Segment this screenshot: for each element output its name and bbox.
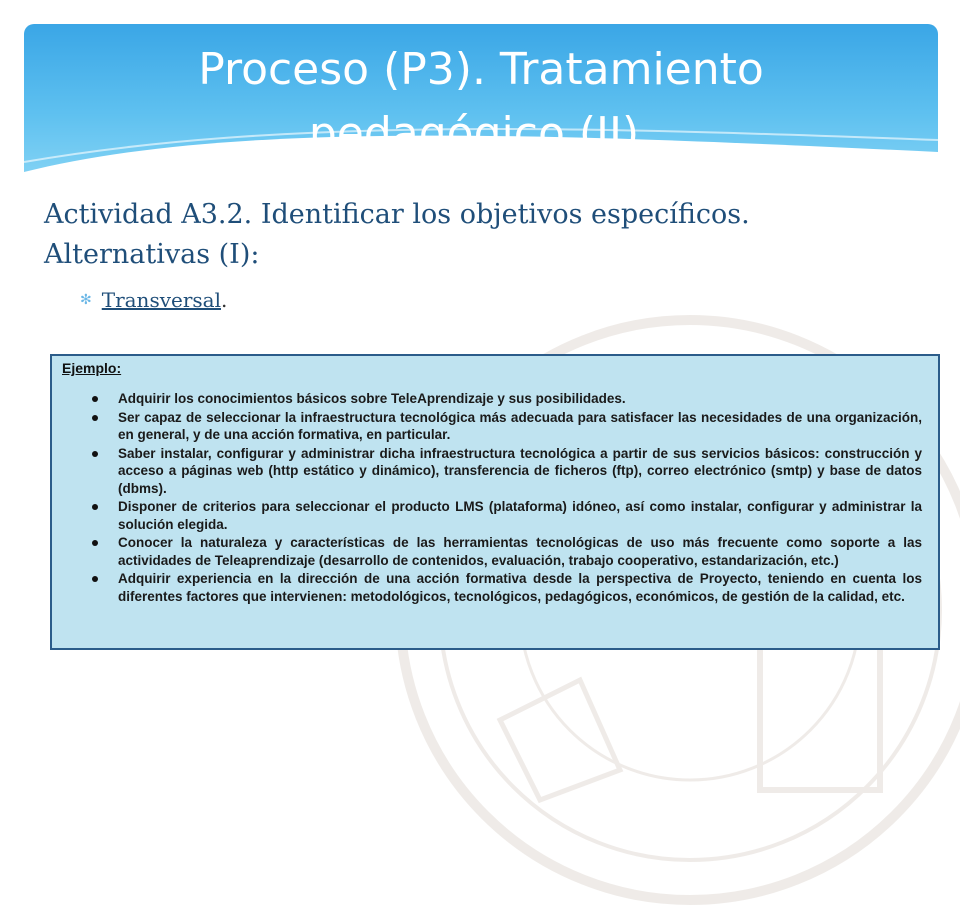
bullet-dot-icon: [92, 540, 98, 546]
transversal-link[interactable]: Transversal: [101, 288, 221, 312]
slide-title: [24, 38, 938, 166]
bullet-item-transversal: [80, 288, 227, 312]
example-list: [62, 390, 922, 605]
list-item: Conocer la naturaleza y características de las herramientas tecnológicas de uso más frecuente como soporte a las actividades de Teleaprendizaje (desarrollo de contenidos, evaluación, trabajo cooperativo, estandarización, etc.): [62, 534, 922, 569]
list-item: Disponer de criterios para seleccionar el producto LMS (plataforma) idóneo, así como instalar, configurar y administrar la solución elegida.: [62, 498, 922, 533]
activity-heading-line2: Alternativas (I):: [44, 239, 260, 270]
title-banner: [24, 24, 938, 190]
bullet-dot-icon: [92, 396, 98, 402]
example-box: [50, 354, 940, 650]
slide-title-line1: Proceso (P3). Tratamiento: [198, 44, 764, 95]
asterisk-bullet-icon: ✻: [80, 292, 92, 308]
slide-title-line2: pedagógico (II).: [308, 108, 654, 159]
activity-heading: [44, 195, 924, 275]
list-item: Saber instalar, configurar y administrar dicha infraestructura tecnológica a partir de sus servicios básicos: construcción y acceso a páginas web (http estático y dinámico), transferencia de ficheros (ftp), correo electrónico (smtp) y base de datos (dbms).: [62, 445, 922, 498]
list-item: Ser capaz de seleccionar la infraestructura tecnológica más adecuada para satisfacer las necesidades de una organización, en general, y de una acción formativa, en particular.: [62, 409, 922, 444]
list-item: Adquirir los conocimientos básicos sobre TeleAprendizaje y sus posibilidades.: [62, 390, 922, 408]
bullet-dot-icon: [92, 415, 98, 421]
bullet-dot-icon: [92, 576, 98, 582]
bullet-dot-icon: [92, 504, 98, 510]
example-title: Ejemplo:: [62, 360, 122, 376]
activity-heading-line1: Actividad A3.2. Identificar los objetivos específicos.: [44, 199, 750, 230]
list-item: Adquirir experiencia en la dirección de una acción formativa desde la perspectiva de Proyecto, teniendo en cuenta los diferentes factores que intervienen: metodológicos, tecnológicos, pedagógicos, económicos, de gestión de la calidad, etc.: [62, 570, 922, 605]
bullet-dot-icon: [92, 451, 98, 457]
bullet-suffix: .: [220, 288, 228, 312]
